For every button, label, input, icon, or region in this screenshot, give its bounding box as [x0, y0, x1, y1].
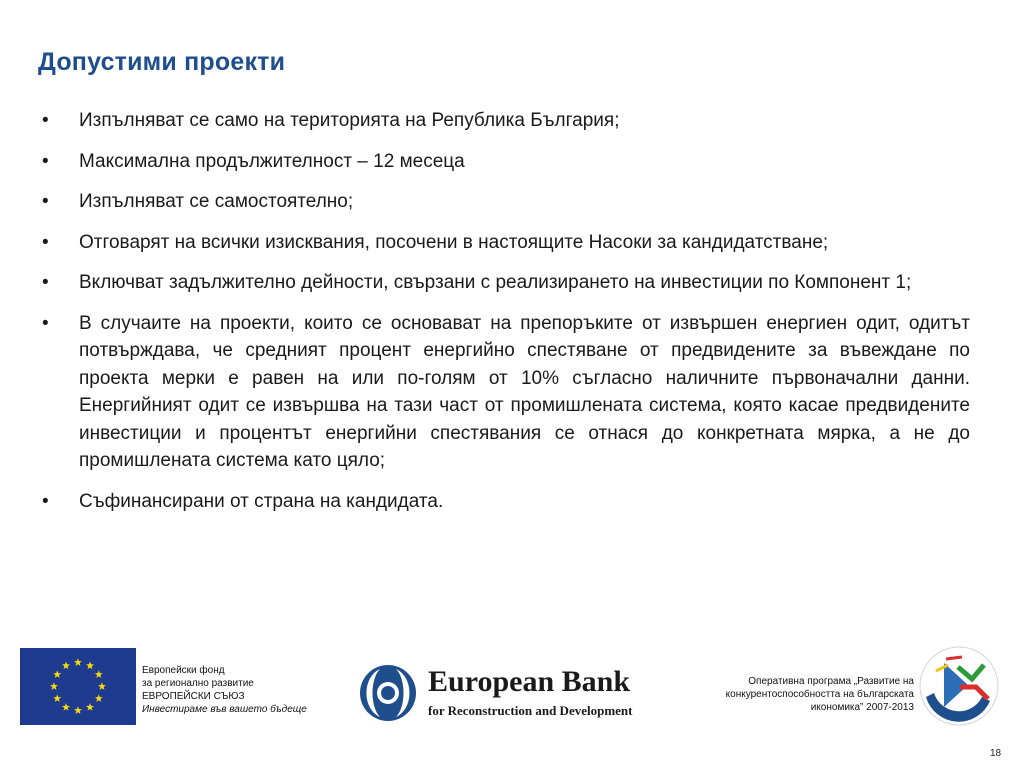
eu-flag-icon — [20, 648, 136, 725]
bullet-marker: • — [42, 490, 49, 512]
op-line: Оперативна програма „Развитие на — [748, 676, 914, 687]
bullet-text: Изпълняват се само на територията на Република България; — [79, 110, 620, 131]
eu-star-icon — [62, 703, 70, 711]
eu-fund-line: за регионално развитие — [142, 678, 254, 689]
list-item — [40, 310, 970, 475]
eu-fund-line: ЕВРОПЕЙСКИ СЪЮЗ — [142, 691, 245, 702]
eu-star-icon — [74, 658, 82, 666]
list-item — [40, 488, 970, 516]
competitive-bulgaria-icon — [918, 645, 1000, 727]
ebrd-subtitle: for Reconstruction and Development — [428, 703, 633, 718]
ebrd-logo — [358, 663, 668, 723]
bullet-list — [40, 107, 970, 528]
ebrd-name: European Bank — [428, 665, 631, 698]
bullet-marker: • — [42, 231, 49, 253]
eu-star-icon — [98, 682, 106, 690]
op-line: икономика” 2007-2013 — [810, 702, 914, 713]
eu-star-icon — [74, 706, 82, 714]
eu-fund-line: Европейски фонд — [142, 665, 225, 676]
eu-fund-text — [142, 664, 307, 716]
eu-star-icon — [53, 694, 61, 702]
bullet-marker: • — [42, 150, 49, 172]
eu-star-icon — [95, 670, 103, 678]
bullet-marker: • — [42, 110, 49, 131]
page-number: 18 — [990, 748, 1002, 759]
list-item — [40, 148, 970, 176]
eu-star-icon — [86, 662, 94, 670]
bullet-text: Изпълняват се самостоятелно; — [79, 191, 354, 212]
bullet-text: Максимална продължителност – 12 месеца — [79, 150, 465, 172]
eu-star-icon — [50, 682, 58, 690]
operational-programme-text — [684, 675, 914, 714]
bullet-text: Съфинансирани от страна на кандидата. — [79, 490, 444, 512]
bullet-marker: • — [42, 312, 49, 334]
eu-star-icon — [62, 662, 70, 670]
eu-star-icon — [53, 670, 61, 678]
eu-star-icon — [86, 703, 94, 711]
list-item — [40, 269, 970, 297]
ebrd-emblem-icon — [358, 663, 418, 723]
op-line: конкурентоспособността на българската — [725, 689, 914, 700]
list-item — [40, 107, 970, 135]
list-item — [40, 188, 970, 216]
footer — [0, 645, 1024, 755]
competitive-bulgaria-logo — [918, 645, 1000, 727]
bullet-text: Отговарят на всички изисквания, посочени в настоящите Насоки за кандидатстване; — [79, 231, 829, 253]
eu-stars-icon — [20, 648, 136, 725]
bullet-marker: • — [42, 191, 49, 212]
eu-motto: Инвестираме във вашето бъдеще — [142, 704, 307, 715]
bullet-marker: • — [42, 272, 49, 293]
eu-star-icon — [95, 694, 103, 702]
bullet-text: Включват задължително дейности, свързани с реализирането на инвестиции по Компонент 1; — [79, 272, 912, 293]
bullet-text: В случаите на проекти, които се основават на препоръките от извършен енергиен одит, одитът потвърждава, че средният процент енергийно спестяване от предвидените за въвеждане по проекта мерки е равен на или по-голям от 10% съгласно наличните първоначални данни. Енергийният одит се извършва на тази част от промишлената система, която касае предвидените инвестиции и процентът енергийни спестявания се отнася до конкретната мярка, а не до промишлената система като цяло; — [79, 312, 970, 471]
list-item — [40, 229, 970, 257]
slide-title: Допустими проекти — [38, 48, 286, 76]
